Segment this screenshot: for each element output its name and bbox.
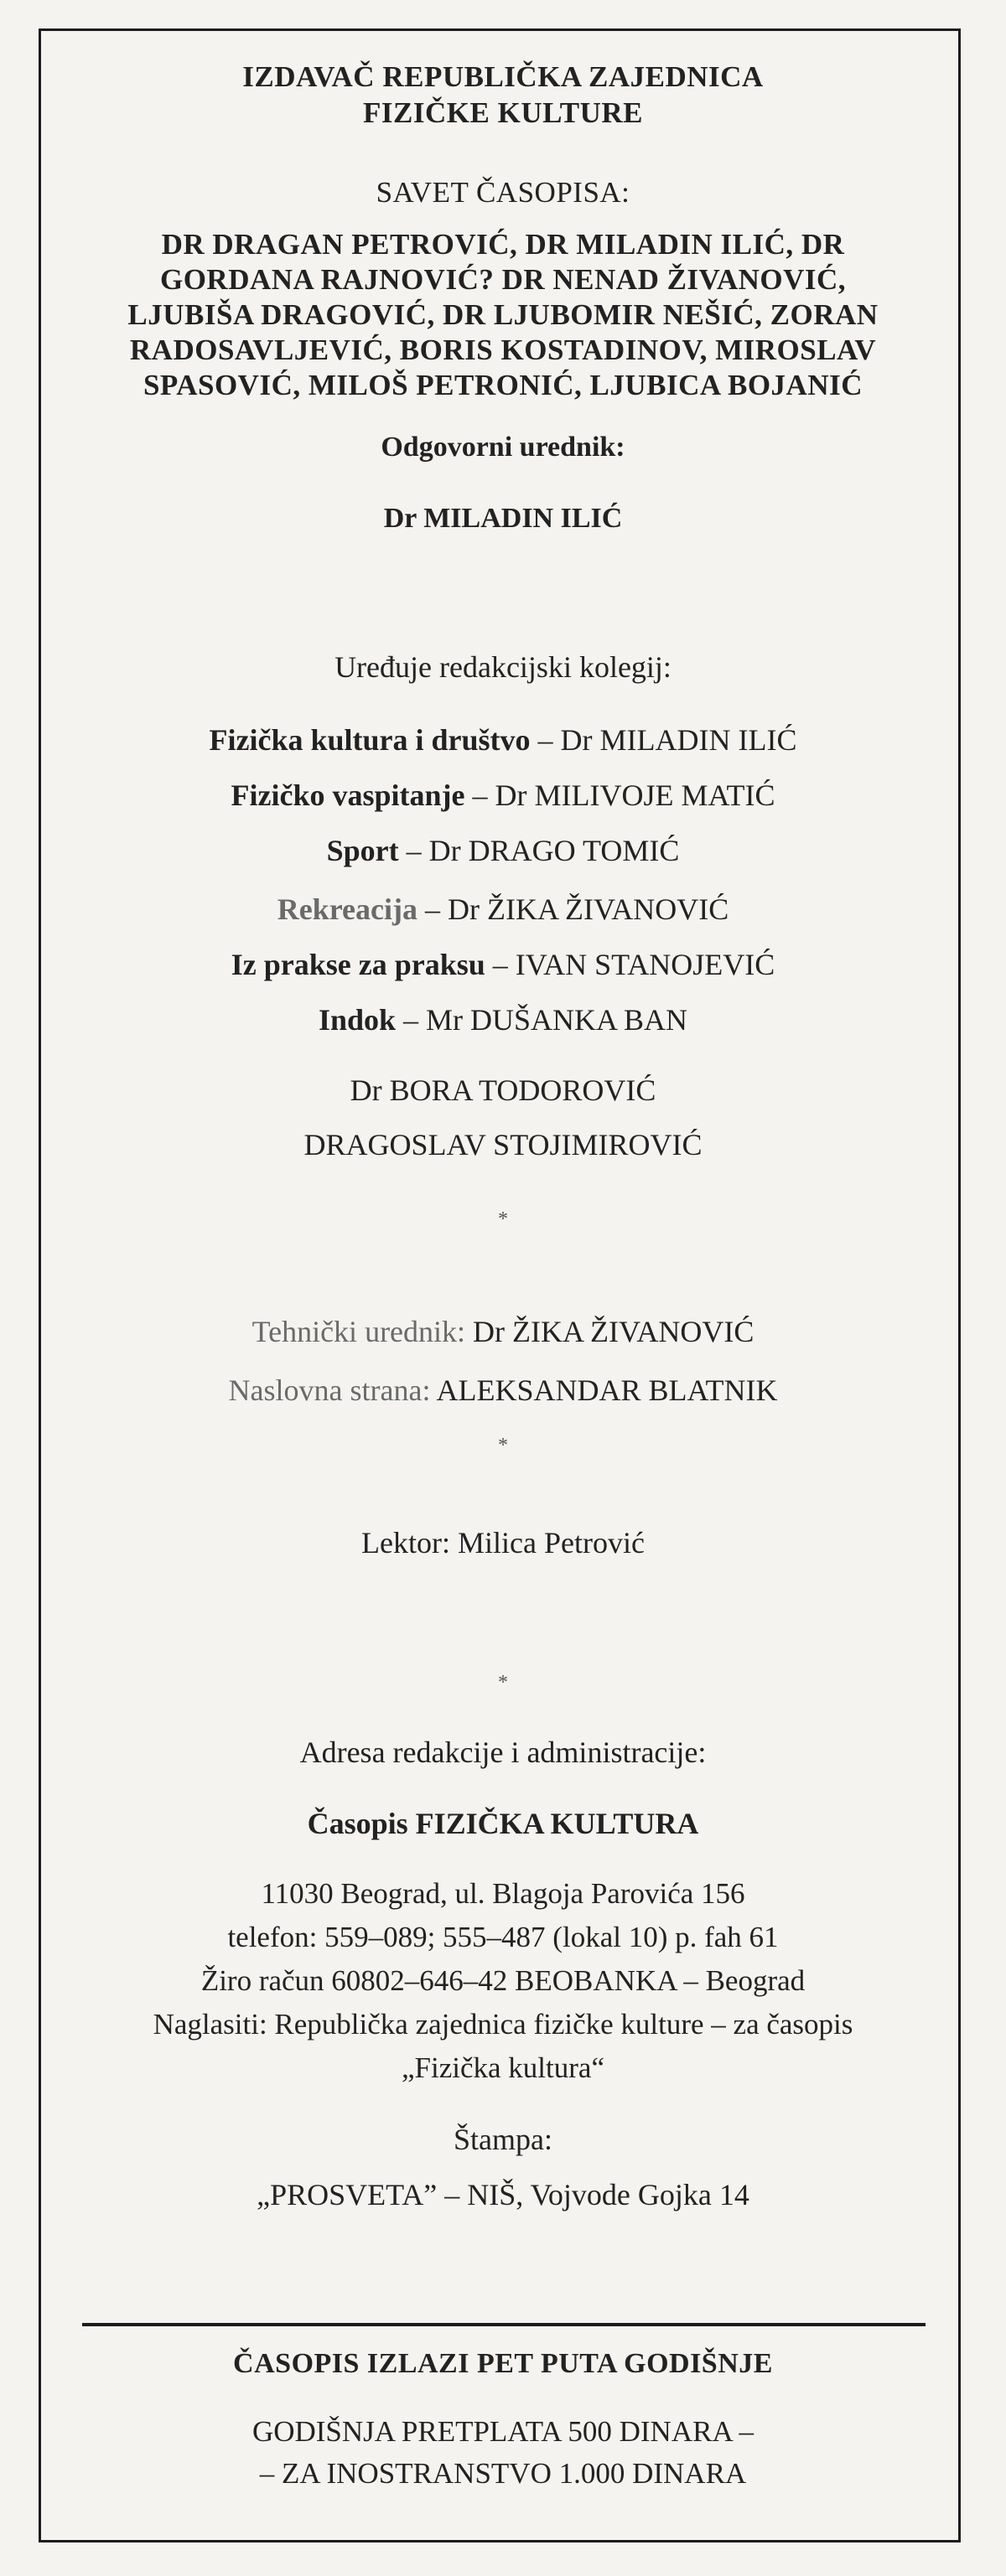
board-intro: Uređuje redakcijski kolegij: — [334, 650, 672, 684]
journal-name: FIZIČKA KULTURA — [415, 1807, 699, 1840]
note-line: Naglasiti: Republička zajednica fizičke kulture – za časopis — [153, 2008, 853, 2041]
printer-line: „PROSVETA” – NIŠ, Vojvode Gojka 14 — [257, 2178, 749, 2211]
section-label: Fizička kultura i društvo — [209, 723, 531, 757]
board-section — [0, 892, 1006, 927]
board-section — [0, 778, 1006, 813]
council-line: GORDANA RAJNOVIĆ? DR NENAD ŽIVANOVIĆ, — [159, 263, 847, 296]
publisher-line-1: IZDAVAČ REPUBLIČKA ZAJEDNICA — [242, 60, 764, 93]
cover-designer — [0, 1373, 1006, 1408]
lector — [0, 1525, 1006, 1560]
address-label: Adresa redakcije i administracije: — [299, 1735, 707, 1769]
section-editor: Mr DUŠANKA BAN — [426, 1003, 688, 1037]
publication-frequency: ČASOPIS IZLAZI PET PUTA GODIŠNJE — [233, 2348, 773, 2379]
board-member: DRAGOSLAV STOJIMIROVIĆ — [303, 1128, 703, 1161]
editor-in-chief-name: Dr MILADIN ILIĆ — [383, 503, 623, 534]
cover-label: Naslovna strana: — [228, 1373, 431, 1407]
section-separator: – — [396, 1003, 427, 1037]
lector-label: Lektor: — [361, 1526, 450, 1560]
board-member: Dr BORA TODOROVIĆ — [350, 1073, 656, 1107]
section-separator: – — [398, 834, 429, 867]
section-label: Fizičko vaspitanje — [231, 778, 465, 812]
section-label: Rekreacija — [277, 892, 417, 926]
council-line: RADOSAVLJEVIĆ, BORIS KOSTADINOV, MIROSLAV — [129, 334, 877, 366]
divider-rule — [82, 2323, 926, 2326]
council-line: LJUBIŠA DRAGOVIĆ, DR LJUBOMIR NEŠIĆ, ZORAN — [127, 298, 879, 331]
section-label: Iz prakse za praksu — [231, 948, 485, 981]
account-line: Žiro račun 60802–646–42 BEOBANKA – Beograd — [200, 1964, 806, 1997]
print-label: Štampa: — [454, 2123, 552, 2156]
board-section — [0, 947, 1006, 982]
technical-editor-name: Dr ŽIKA ŽIVANOVIĆ — [473, 1315, 754, 1348]
board-section — [0, 722, 1006, 758]
separator-asterisk: * — [498, 1208, 508, 1230]
council-heading: SAVET ČASOPISA: — [376, 176, 630, 209]
separator-asterisk: * — [498, 1672, 508, 1694]
lector-name: Milica Petrović — [458, 1526, 645, 1560]
section-label: Indok — [318, 1003, 397, 1037]
separator-asterisk: * — [498, 1435, 508, 1456]
technical-editor-label: Tehnički urednik: — [252, 1315, 466, 1348]
publisher-line-2: FIZIČKE KULTURE — [363, 96, 643, 129]
section-separator: – — [485, 948, 516, 981]
subscription-line: – ZA INOSTRANSTVO 1.000 DINARA — [259, 2457, 747, 2490]
editor-in-chief-label: Odgovorni urednik: — [381, 432, 625, 463]
page-border-frame — [39, 28, 961, 2542]
phone-line: telefon: 559–089; 555–487 (lokal 10) p. fah 61 — [227, 1921, 779, 1953]
section-editor: Dr MILADIN ILIĆ — [560, 723, 797, 757]
journal-prefix: Časopis — [307, 1807, 408, 1840]
section-editor: Dr ŽIKA ŽIVANOVIĆ — [447, 892, 729, 926]
council-line: DR DRAGAN PETROVIĆ, DR MILADIN ILIĆ, DR — [161, 228, 845, 261]
section-separator: – — [530, 723, 561, 757]
note-line: „Fizička kultura“ — [402, 2051, 604, 2084]
board-section — [0, 833, 1006, 868]
section-separator: – — [464, 778, 495, 812]
section-editor: Dr DRAGO TOMIĆ — [428, 834, 680, 867]
cover-name: ALEKSANDAR BLATNIK — [436, 1373, 778, 1407]
council-line: SPASOVIĆ, MILOŠ PETRONIĆ, LJUBICA BOJANIĆ — [143, 369, 863, 401]
section-separator: – — [417, 892, 448, 926]
section-editor: Dr MILIVOJE MATIĆ — [495, 778, 775, 812]
street-address: 11030 Beograd, ul. Blagoja Parovića 156 — [261, 1877, 745, 1910]
technical-editor — [0, 1314, 1006, 1349]
section-editor: IVAN STANOJEVIĆ — [515, 948, 775, 981]
journal-title — [0, 1806, 1006, 1841]
subscription-line: GODIŠNJA PRETPLATA 500 DINARA – — [252, 2415, 754, 2448]
board-section — [0, 1002, 1006, 1037]
section-label: Sport — [326, 834, 399, 867]
